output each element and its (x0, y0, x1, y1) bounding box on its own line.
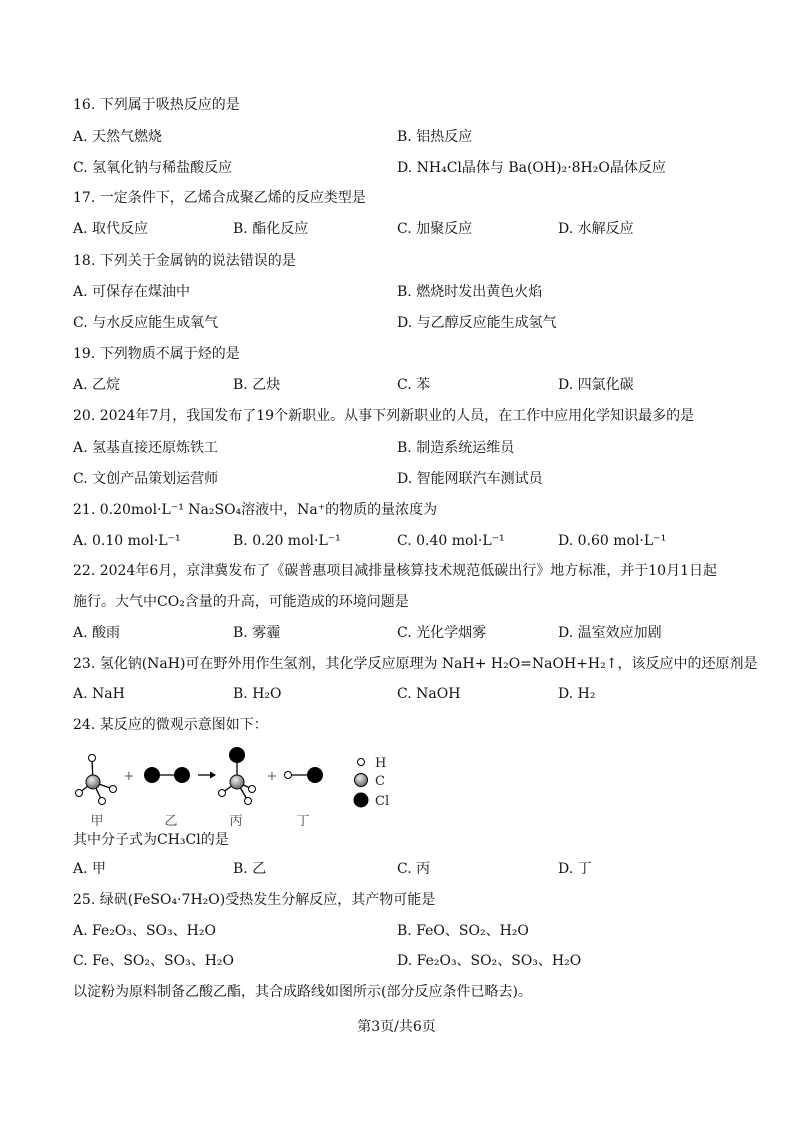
option-c: C. 文创产品策划运营师 (73, 471, 219, 487)
option-d: D. 0.60 mol·L⁻¹ (558, 533, 667, 549)
option-a: A. 甲 (73, 861, 107, 877)
arrow-icon (210, 772, 216, 779)
label-jia: 甲 (90, 814, 104, 829)
question-23-stem: 23. 氢化钠(NaH)可在野外用作生氢剂，其化学反应原理为 NaH+ H₂O=NaOH+H₂↑，该反应中的还原剂是 (73, 656, 758, 672)
label-bing: 丙 (229, 814, 243, 829)
question-21-stem: 21. 0.20mol·L⁻¹ Na₂SO₄溶液中，Na⁺的物质的量浓度为 (73, 502, 438, 518)
molecule-bing (219, 747, 256, 805)
legend-h: H (375, 756, 387, 771)
option-b: B. 雾霾 (233, 625, 281, 641)
legend (354, 756, 390, 809)
svg-text:+: + (123, 769, 135, 784)
option-c: C. NaOH (397, 686, 461, 702)
label-yi: 乙 (164, 814, 178, 829)
option-a: A. 可保存在煤油中 (73, 284, 191, 300)
option-d: D. 温室效应加剧 (558, 625, 662, 641)
question-17-stem: 17. 一定条件下，乙烯合成聚乙烯的反应类型是 (73, 190, 366, 206)
option-c: C. 0.40 mol·L⁻¹ (397, 533, 505, 549)
option-c: C. 与水反应能生成氧气 (73, 315, 219, 331)
closing-text: 以淀粉为原料制备乙酸乙酯，其合成路线如图所示(部分反应条件已略去)。 (73, 984, 532, 1000)
option-b: B. FeO、SO₂、H₂O (397, 923, 529, 939)
option-c: C. 氢氧化钠与稀盐酸反应 (73, 160, 233, 176)
option-b: B. H₂O (233, 686, 282, 702)
option-a: A. 0.10 mol·L⁻¹ (73, 533, 181, 549)
option-b: B. 燃烧时发出黄色火焰 (397, 284, 543, 300)
option-d: D. H₂ (558, 686, 596, 702)
option-c: C. Fe、SO₂、SO₃、H₂O (73, 953, 235, 969)
option-a: A. Fe₂O₃、SO₃、H₂O (73, 923, 216, 939)
option-d: D. Fe₂O₃、SO₂、SO₃、H₂O (397, 953, 582, 969)
question-16-stem: 16. 下列属于吸热反应的是 (73, 97, 240, 113)
question-22-stem: 22. 2024年6月，京津冀发布了《碳普惠项目减排量核算技术规范低碳出行》地方标准，并于10月1日起 (73, 563, 717, 579)
option-c: C. 苯 (397, 377, 431, 393)
question-24-stem-cont: 其中分子式为CH₃Cl的是 (73, 832, 229, 848)
option-c: C. 光化学烟雾 (397, 625, 487, 641)
svg-text:+: + (266, 769, 278, 784)
option-b: B. 0.20 mol·L⁻¹ (233, 533, 341, 549)
option-b: B. 乙 (233, 861, 267, 877)
question-18-stem: 18. 下列关于金属钠的说法错误的是 (73, 253, 296, 269)
page-footer: 第3页/共6页 (357, 1019, 436, 1035)
option-a: A. 天然气燃烧 (73, 129, 163, 145)
option-d: D. 与乙醇反应能生成氢气 (397, 315, 557, 331)
option-a: A. 氢基直接还原炼铁工 (73, 440, 219, 456)
question-24-stem: 24. 某反应的微观示意图如下： (73, 717, 268, 733)
option-d: D. NH₄Cl晶体与 Ba(OH)₂·8H₂O晶体反应 (397, 160, 666, 176)
option-b: B. 制造系统运维员 (397, 440, 515, 456)
option-c: C. 加聚反应 (397, 221, 473, 237)
legend-c: C (375, 774, 385, 789)
question-22-stem-cont: 施行。大气中CO₂含量的升高，可能造成的环境问题是 (73, 594, 409, 610)
option-a: A. NaH (73, 686, 125, 702)
option-a: A. 取代反应 (73, 221, 149, 237)
question-19-stem: 19. 下列物质不属于烃的是 (73, 346, 240, 362)
label-ding: 丁 (296, 814, 310, 829)
option-d: D. 四氯化碳 (558, 377, 634, 393)
option-a: A. 酸雨 (73, 625, 121, 641)
reaction-diagram (60, 740, 400, 832)
option-d: D. 水解反应 (558, 221, 634, 237)
option-d: D. 智能网联汽车测试员 (397, 471, 543, 487)
option-c: C. 丙 (397, 861, 431, 877)
option-b: B. 酯化反应 (233, 221, 309, 237)
option-b: B. 乙炔 (233, 377, 281, 393)
question-25-stem: 25. 绿矾(FeSO₄·7H₂O)受热发生分解反应，其产物可能是 (73, 892, 436, 908)
option-b: B. 铝热反应 (397, 129, 473, 145)
molecule-jia (76, 755, 117, 805)
legend-cl: Cl (375, 794, 390, 809)
option-d: D. 丁 (558, 861, 592, 877)
question-20-stem: 20. 2024年7月，我国发布了19个新职业。从事下列新职业的人员，在工作中应用化学知识最多的是 (73, 408, 695, 424)
option-a: A. 乙烷 (73, 377, 121, 393)
